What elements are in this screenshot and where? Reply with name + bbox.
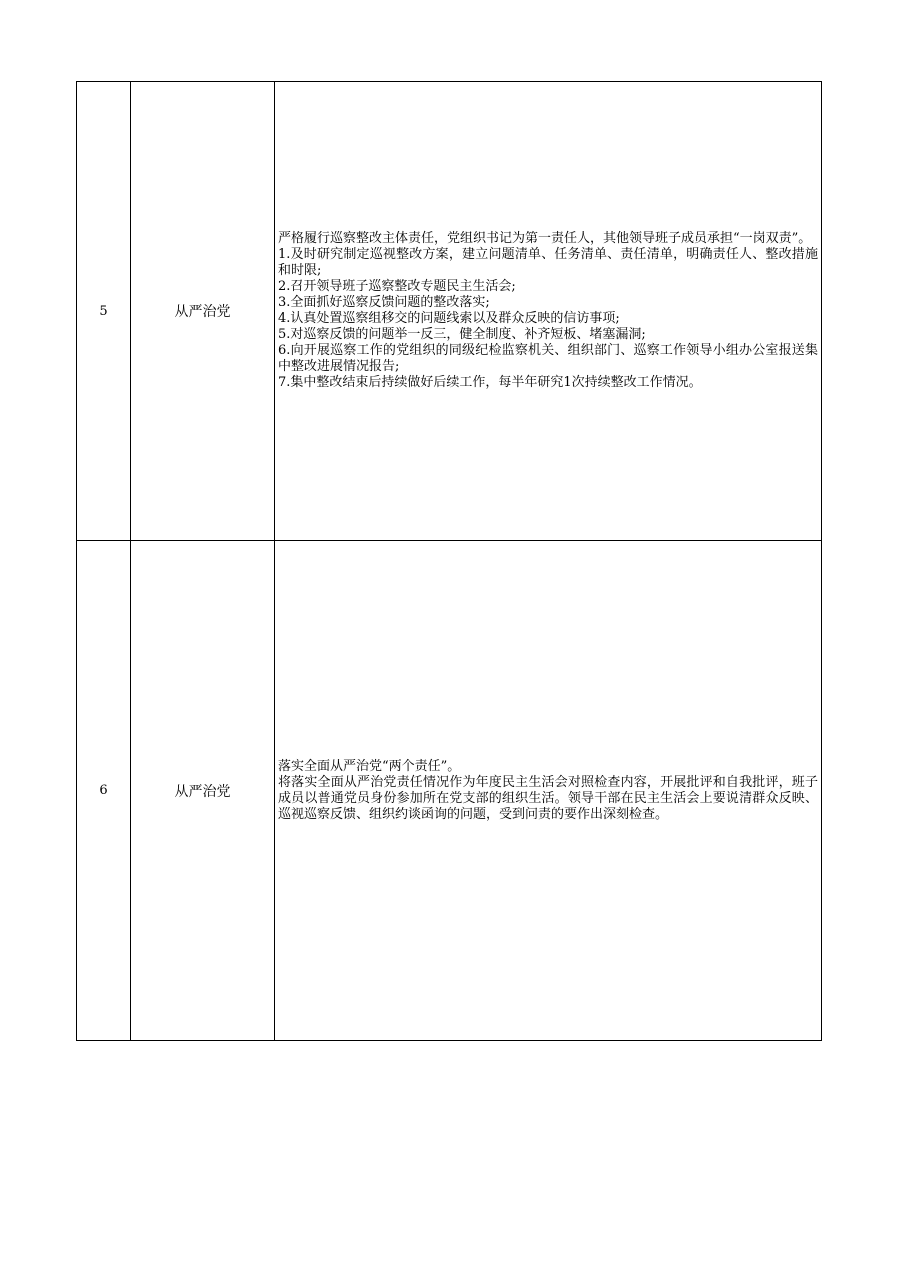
content-line: 7.集中整改结束后持续做好后续工作，每半年研究1次持续整改工作情况。 xyxy=(278,375,702,390)
row-content xyxy=(275,82,822,541)
row-category: 从严治党 xyxy=(131,541,275,1041)
row-number: 6 xyxy=(77,541,131,1041)
row-number: 5 xyxy=(77,82,131,541)
content-line: 5.对巡察反馈的问题举一反三，健全制度、补齐短板、堵塞漏洞; xyxy=(278,327,646,342)
row-category: 从严治党 xyxy=(131,82,275,541)
content-line: 严格履行巡察整改主体责任，党组织书记为第一责任人，其他领导班子成员承担“一岗双责”。 xyxy=(278,231,812,246)
content-line: 6.向开展巡察工作的党组织的同级纪检监察机关、组织部门、巡察工作领导小组办公室报送集中整改进展情况报告; xyxy=(278,343,818,374)
table-row xyxy=(77,541,822,1041)
content-line: 落实全面从严治党“两个责任”。 xyxy=(278,758,461,774)
content-line: 3.全面抓好巡察反馈问题的整改落实; xyxy=(278,295,490,310)
content-line: 将落实全面从严治党责任情况作为年度民主生活会对照检查内容，开展批评和自我批评，班子成员以普通党员身份参加所在党支部的组织生活。领导干部在民主生活会上要说清群众反映、巡视巡察反馈、组织约谈函询的问题，受到问责的要作出深刻检查。 xyxy=(278,774,818,822)
row-content xyxy=(275,541,822,1041)
rectification-table xyxy=(76,81,822,1041)
table-row xyxy=(77,82,822,541)
content-line: 2.召开领导班子巡察整改专题民主生活会; xyxy=(278,279,516,294)
content-line: 4.认真处置巡察组移交的问题线索以及群众反映的信访事项; xyxy=(278,311,620,326)
content-line: 1.及时研究制定巡视整改方案，建立问题清单、任务清单、责任清单，明确责任人、整改措施和时限; xyxy=(278,247,818,278)
